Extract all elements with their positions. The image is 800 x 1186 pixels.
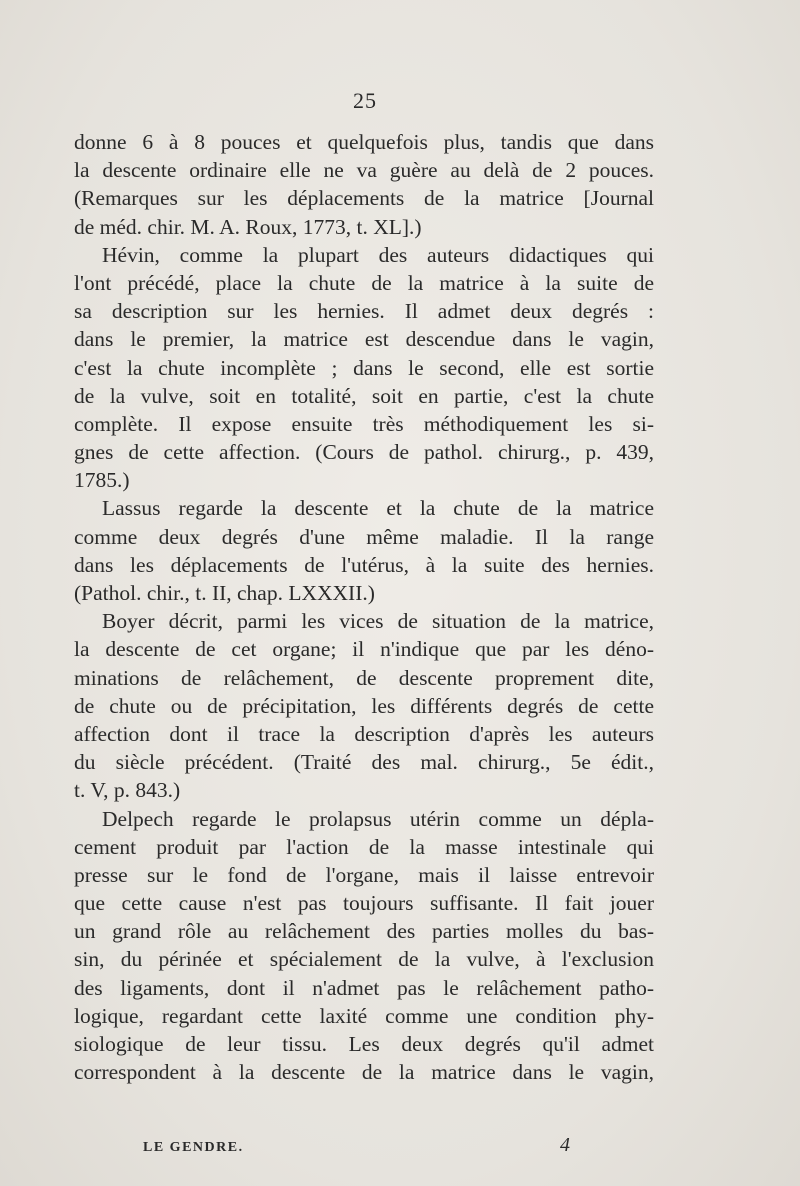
text-line: presse sur le fond de l'organe, mais il laisse entrevoir [74, 862, 654, 887]
text-line: la descente de cet organe; il n'indique que par les déno- [74, 637, 654, 662]
text-line: Delpech regarde le prolapsus utérin comme un dépla- [102, 806, 654, 831]
text-line: dans les déplacements de l'utérus, à la suite des hernies. [74, 552, 654, 577]
text-line: comme deux degrés d'une même maladie. Il la range [74, 524, 654, 549]
text-line: dans le premier, la matrice est descendue dans le vagin, [74, 327, 654, 352]
text-line: Hévin, comme la plupart des auteurs didactiques qui [102, 242, 654, 267]
text-line: gnes de cette affection. (Cours de pathol. chirurg., p. 439, [74, 440, 654, 465]
text-line: complète. Il expose ensuite très méthodiquement les si- [74, 411, 654, 436]
text-line: correspondent à la descente de la matrice dans le vagin, [74, 1060, 654, 1085]
text-line: logique, regardant cette laxité comme une condition phy- [74, 1003, 654, 1028]
body-text [74, 128, 654, 1086]
text-line: sa description sur les hernies. Il admet deux degrés : [74, 299, 654, 324]
text-line: du siècle précédent. (Traité des mal. chirurg., 5e édit., [74, 750, 654, 775]
footer-sheet-number: 4 [560, 1134, 570, 1156]
text-line: (Remarques sur les déplacements de la matrice [Journal [74, 186, 654, 211]
text-line: t. V, p. 843.) [74, 778, 181, 803]
text-line: 1785.) [74, 468, 130, 493]
text-line: affection dont il trace la description d'après les auteurs [74, 721, 654, 746]
text-line: un grand rôle au relâchement des parties molles du bas- [74, 919, 654, 944]
text-line: (Pathol. chir., t. II, chap. LXXXII.) [74, 581, 375, 605]
text-line: de méd. chir. M. A. Roux, 1773, t. XL].) [74, 214, 422, 239]
text-line: de chute ou de précipitation, les différents degrés de cette [74, 693, 654, 718]
text-line: siologique de leur tissu. Les deux degrés qu'il admet [74, 1032, 654, 1056]
text-line: Boyer décrit, parmi les vices de situation de la matrice, [102, 609, 654, 634]
page-number: 25 [353, 88, 377, 113]
footer-signature: LE GENDRE. [143, 1140, 244, 1155]
text-line: que cette cause n'est pas toujours suffisante. Il fait jouer [74, 891, 654, 916]
text-line: de la vulve, soit en totalité, soit en partie, c'est la chute [74, 383, 654, 408]
text-line: Lassus regarde la descente et la chute de la matrice [102, 496, 654, 521]
text-line: c'est la chute incomplète ; dans le second, elle est sortie [74, 355, 654, 380]
text-line: la descente ordinaire elle ne va guère au delà de 2 pouces. [74, 158, 654, 183]
text-line: l'ont précédé, place la chute de la matrice à la suite de [74, 270, 654, 295]
text-line: donne 6 à 8 pouces et quelquefois plus, tandis que dans [74, 130, 654, 154]
text-line: des ligaments, dont il n'admet pas le relâchement patho- [74, 975, 654, 1000]
text-line: minations de relâchement, de descente proprement dite, [74, 665, 654, 690]
text-line: cement produit par l'action de la masse intestinale qui [74, 834, 654, 859]
text-line: sin, du périnée et spécialement de la vulve, à l'exclusion [74, 947, 654, 972]
